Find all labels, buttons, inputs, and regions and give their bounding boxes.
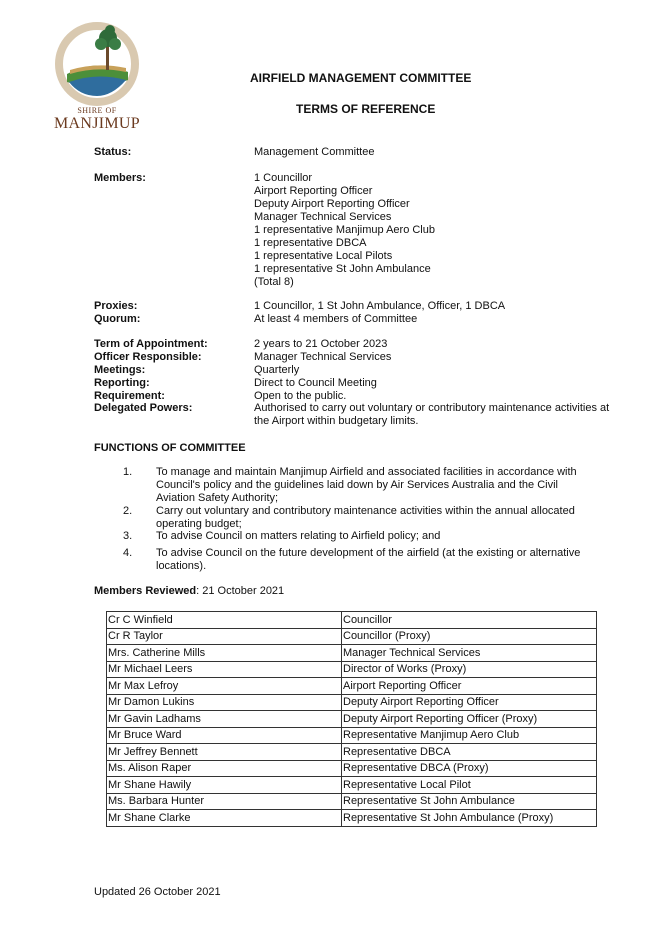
- member-role-cell: Representative St John Ambulance (Proxy): [342, 810, 597, 827]
- member-role-cell: Director of Works (Proxy): [342, 661, 597, 678]
- meetings-label: Meetings:: [94, 364, 146, 376]
- member-name-cell: Mr Jeffrey Bennett: [107, 744, 342, 761]
- status-value: Management Committee: [254, 146, 375, 158]
- officer-value: Manager Technical Services: [254, 351, 392, 363]
- member-name-cell: Cr R Taylor: [107, 628, 342, 645]
- shire-logo: [52, 22, 142, 134]
- member-role-cell: Airport Reporting Officer: [342, 678, 597, 695]
- table-row: [107, 694, 597, 711]
- member-role-cell: Councillor: [342, 612, 597, 629]
- member-name-cell: Mr Damon Lukins: [107, 694, 342, 711]
- members-table: [106, 611, 597, 827]
- logo-manjimup: MANJIMUP: [54, 115, 140, 132]
- delegated-value: Authorised to carry out voluntary or contributory maintenance activities at the Airport within budgetary limits.: [254, 402, 610, 427]
- table-row: [107, 777, 597, 794]
- members-list-item: 1 representative DBCA: [254, 237, 367, 249]
- function-text: To advise Council on matters relating to Airfield policy; and: [156, 530, 441, 542]
- members-reviewed: [94, 585, 284, 597]
- member-name-cell: Mr Max Lefroy: [107, 678, 342, 695]
- member-name-cell: Mr Shane Clarke: [107, 810, 342, 827]
- member-role-cell: Councillor (Proxy): [342, 628, 597, 645]
- quorum-label: Quorum:: [94, 313, 141, 325]
- table-row: [107, 628, 597, 645]
- function-number: 3.: [123, 530, 133, 542]
- term-value: 2 years to 21 October 2023: [254, 338, 388, 350]
- requirement-label: Requirement:: [94, 390, 165, 402]
- table-row: [107, 760, 597, 777]
- table-row: [107, 744, 597, 761]
- meetings-value: Quarterly: [254, 364, 300, 376]
- member-role-cell: Representative DBCA: [342, 744, 597, 761]
- table-row: [107, 678, 597, 695]
- table-row: [107, 810, 597, 827]
- members-list-item: 1 Councillor: [254, 172, 313, 184]
- member-role-cell: Manager Technical Services: [342, 645, 597, 662]
- function-number: 1.: [123, 466, 133, 478]
- functions-heading: FUNCTIONS OF COMMITTEE: [94, 442, 246, 454]
- member-role-cell: Representative Local Pilot: [342, 777, 597, 794]
- members-table-body: [107, 612, 597, 827]
- proxies-label: Proxies:: [94, 300, 138, 312]
- table-row: [107, 711, 597, 728]
- members-list-item: Manager Technical Services: [254, 211, 392, 223]
- members-list-item: 1 representative Local Pilots: [254, 250, 393, 262]
- status-label: Status:: [94, 146, 132, 158]
- members-list-item: 1 representative St John Ambulance: [254, 263, 431, 275]
- members-reviewed-label: Members Reviewed: [94, 585, 197, 597]
- member-name-cell: Mr Michael Leers: [107, 661, 342, 678]
- function-text: To advise Council on the future development of the airfield (at the existing or alternative locations).: [156, 547, 581, 572]
- members-list: [254, 172, 435, 289]
- member-role-cell: Deputy Airport Reporting Officer (Proxy): [342, 711, 597, 728]
- delegated-label: Delegated Powers:: [94, 402, 193, 414]
- document-subtitle: TERMS OF REFERENCE: [296, 102, 436, 116]
- members-label: Members:: [94, 172, 146, 184]
- reporting-label: Reporting:: [94, 377, 150, 389]
- members-reviewed-date: : 21 October 2021: [196, 585, 285, 597]
- shire-emblem-icon: [52, 22, 142, 106]
- term-label: Term of Appointment:: [94, 338, 208, 350]
- logo-shire-of: SHIRE OF: [77, 106, 117, 115]
- member-role-cell: Representative DBCA (Proxy): [342, 760, 597, 777]
- table-row: [107, 793, 597, 810]
- members-list-item: Airport Reporting Officer: [254, 185, 373, 197]
- member-role-cell: Deputy Airport Reporting Officer: [342, 694, 597, 711]
- table-row: [107, 612, 597, 629]
- table-row: [107, 661, 597, 678]
- table-row: [107, 727, 597, 744]
- member-name-cell: Mr Bruce Ward: [107, 727, 342, 744]
- function-number: 4.: [123, 547, 133, 559]
- quorum-value: At least 4 members of Committee: [254, 313, 418, 325]
- member-name-cell: Mrs. Catherine Mills: [107, 645, 342, 662]
- reporting-value: Direct to Council Meeting: [254, 377, 377, 389]
- member-role-cell: Representative Manjimup Aero Club: [342, 727, 597, 744]
- requirement-value: Open to the public.: [254, 390, 347, 402]
- member-name-cell: Cr C Winfield: [107, 612, 342, 629]
- members-list-item: 1 representative Manjimup Aero Club: [254, 224, 435, 236]
- function-number: 2.: [123, 505, 133, 517]
- function-text: Carry out voluntary and contributory maintenance activities within the annual allocated operating budget;: [156, 505, 575, 530]
- member-name-cell: Ms. Barbara Hunter: [107, 793, 342, 810]
- members-list-item: (Total 8): [254, 276, 294, 288]
- document-title: AIRFIELD MANAGEMENT COMMITTEE: [250, 71, 472, 85]
- proxies-value: 1 Councillor, 1 St John Ambulance, Officer, 1 DBCA: [254, 300, 506, 312]
- updated-footer: Updated 26 October 2021: [94, 886, 221, 898]
- table-row: [107, 645, 597, 662]
- member-role-cell: Representative St John Ambulance: [342, 793, 597, 810]
- function-text: To manage and maintain Manjimup Airfield and associated facilities in accordance with Council's policy and the guidelines laid down by Air Services Australia and the Civil Aviation Safety Authority;: [156, 466, 577, 504]
- member-name-cell: Mr Gavin Ladhams: [107, 711, 342, 728]
- member-name-cell: Mr Shane Hawily: [107, 777, 342, 794]
- officer-label: Officer Responsible:: [94, 351, 202, 363]
- member-name-cell: Ms. Alison Raper: [107, 760, 342, 777]
- members-list-item: Deputy Airport Reporting Officer: [254, 198, 410, 210]
